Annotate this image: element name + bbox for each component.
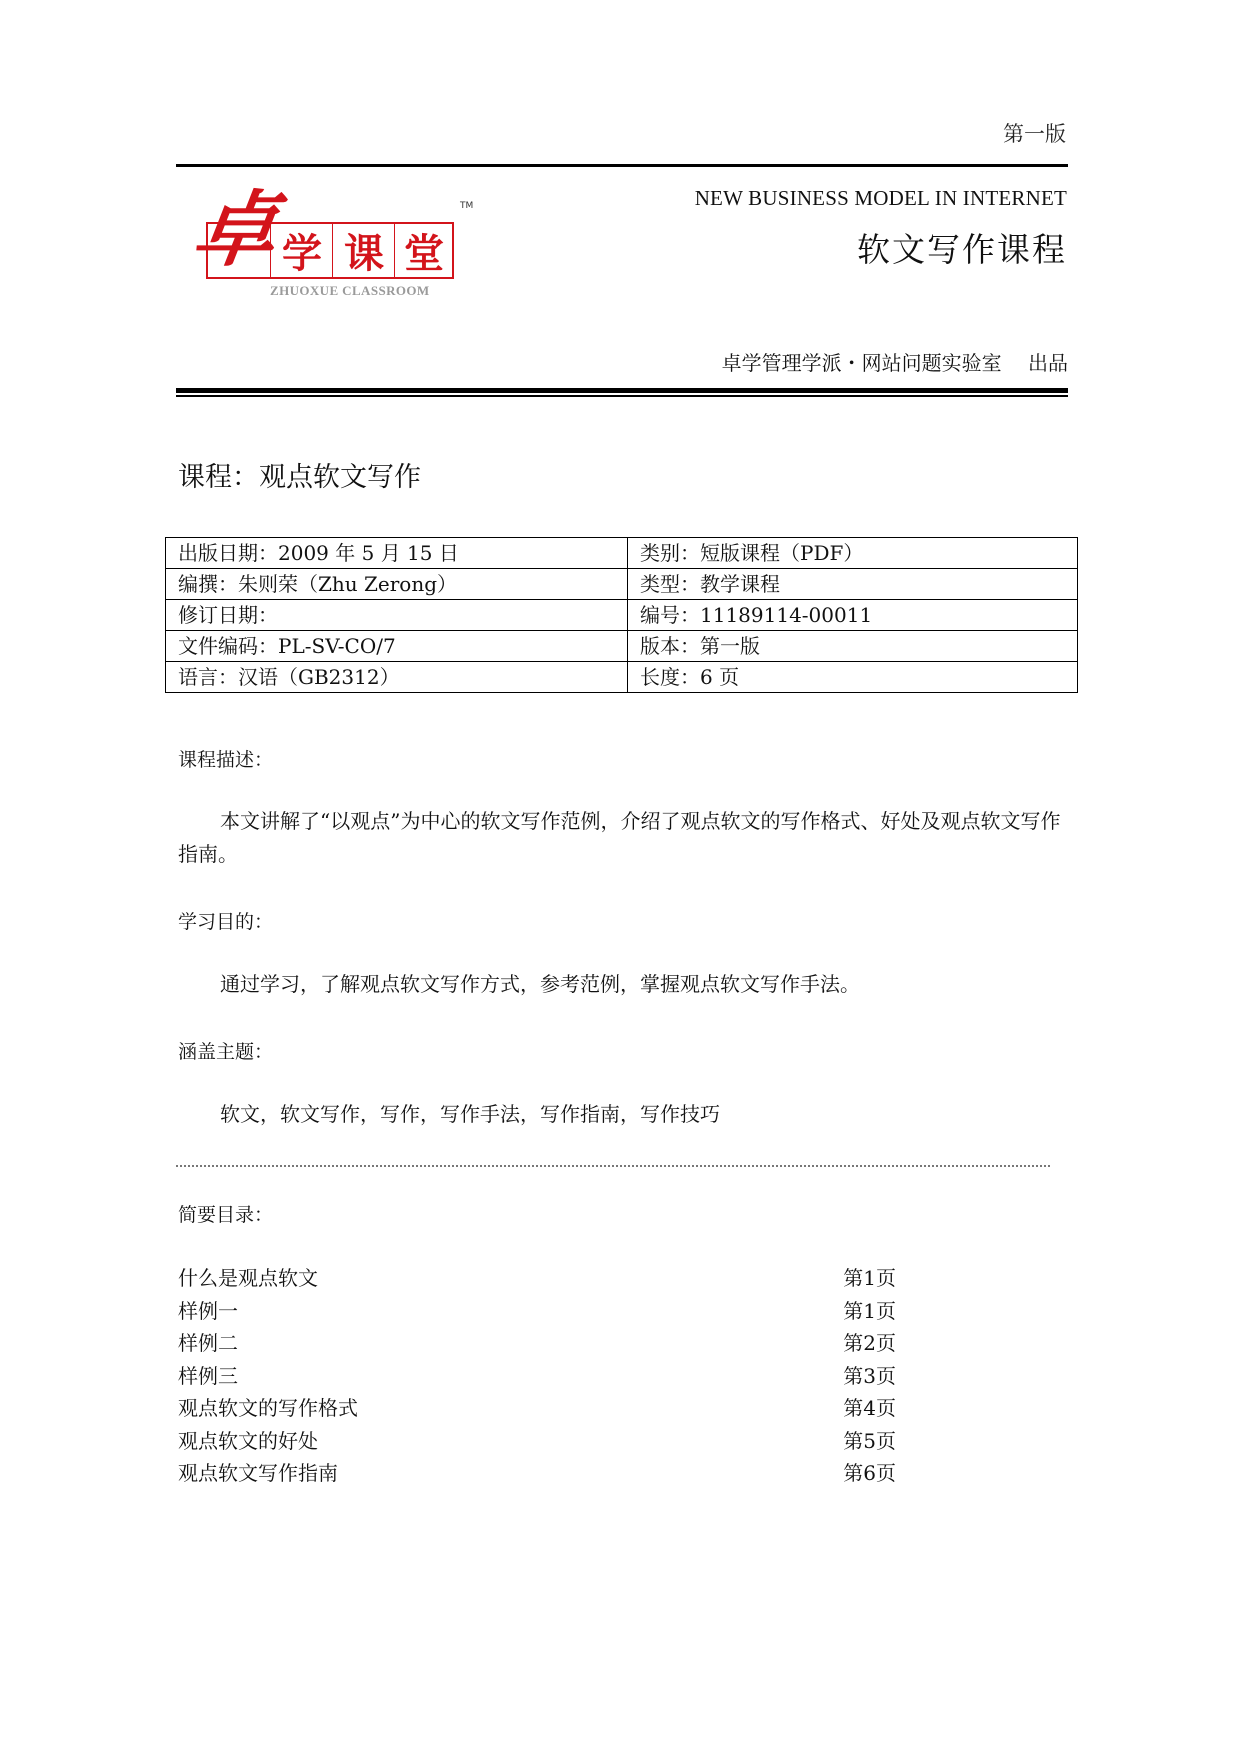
table-cell: 语言：汉语（GB2312） — [166, 662, 628, 693]
table-of-contents — [178, 1262, 896, 1490]
objective-heading: 学习目的： — [178, 911, 274, 933]
toc-item-page: 第1页 — [843, 1298, 896, 1323]
trademark-mark: TM — [460, 201, 474, 211]
thick-rule — [176, 388, 1068, 393]
top-rule — [176, 164, 1068, 167]
table-row — [166, 631, 1078, 662]
logo — [187, 182, 478, 300]
table-cell: 修订日期： — [166, 600, 628, 631]
toc-item[interactable] — [178, 1327, 896, 1360]
table-row — [166, 662, 1078, 693]
toc-item-title: 什么是观点软文 — [178, 1266, 318, 1290]
logo-char: 堂 — [394, 224, 453, 277]
logo-char: 课 — [332, 224, 395, 277]
toc-item-page: 第5页 — [843, 1428, 896, 1453]
table-cell: 文件编码：PL-SV-CO/7 — [166, 631, 628, 662]
toc-item[interactable] — [178, 1262, 896, 1295]
toc-item[interactable] — [178, 1457, 896, 1490]
table-row — [166, 600, 1078, 631]
toc-item-title: 观点软文的写作格式 — [178, 1396, 358, 1420]
toc-item-page: 第1页 — [843, 1266, 896, 1290]
table-row — [166, 538, 1078, 569]
toc-item-title: 样例三 — [178, 1363, 238, 1388]
toc-item-title: 观点软文的好处 — [178, 1428, 318, 1453]
english-title: NEW BUSINESS MODEL IN INTERNET — [694, 186, 1067, 210]
toc-item-title: 样例二 — [178, 1331, 238, 1355]
objective-text: 通过学习，了解观点软文写作方式，参考范例，掌握观点软文写作手法。 — [220, 972, 860, 996]
table-cell: 类别：短版课程（PDF） — [628, 538, 1078, 569]
table-row — [166, 569, 1078, 600]
info-table — [165, 537, 1078, 693]
toc-item[interactable] — [178, 1360, 896, 1393]
topics-heading: 涵盖主题： — [178, 1041, 274, 1063]
table-cell: 编撰：朱则荣（Zhu Zerong） — [166, 569, 628, 600]
toc-item-title: 样例一 — [178, 1298, 238, 1323]
table-cell: 版本：第一版 — [628, 631, 1078, 662]
toc-item-page: 第3页 — [843, 1363, 896, 1388]
table-cell: 出版日期：2009 年 5 月 15 日 — [166, 538, 628, 569]
toc-item-page: 第6页 — [843, 1461, 896, 1485]
toc-item[interactable] — [178, 1425, 896, 1458]
description-heading: 课程描述： — [178, 749, 274, 771]
table-cell: 长度：6 页 — [628, 662, 1078, 693]
description-text: 本文讲解了“以观点”为中心的软文写作范例，介绍了观点软文的写作格式、好处及观点软文写作指南。 — [178, 809, 1061, 866]
toc-item-page: 第4页 — [843, 1396, 896, 1420]
table-cell: 类型：教学课程 — [628, 569, 1078, 600]
toc-heading: 简要目录： — [178, 1204, 274, 1226]
topics-text: 软文，软文写作，写作，写作手法，写作指南，写作技巧 — [220, 1102, 720, 1126]
edition-label: 第一版 — [1003, 122, 1066, 146]
logo-big-char: 卓 — [187, 182, 283, 278]
dotted-divider — [176, 1165, 1050, 1167]
publisher-line: 卓学管理学派・网站问题实验室 出品 — [721, 351, 1068, 375]
toc-item-title: 观点软文写作指南 — [178, 1461, 338, 1485]
chinese-title: 软文写作课程 — [857, 230, 1067, 269]
toc-item[interactable] — [178, 1295, 896, 1328]
toc-item[interactable] — [178, 1392, 896, 1425]
page-title: 课程：观点软文写作 — [178, 462, 421, 493]
thin-rule — [176, 395, 1068, 397]
table-cell: 编号：11189114-00011 — [628, 600, 1078, 631]
logo-english-name: ZHUOXUE CLASSROOM — [270, 283, 430, 298]
logo-char: 学 — [270, 224, 333, 277]
toc-item-page: 第2页 — [843, 1331, 896, 1355]
